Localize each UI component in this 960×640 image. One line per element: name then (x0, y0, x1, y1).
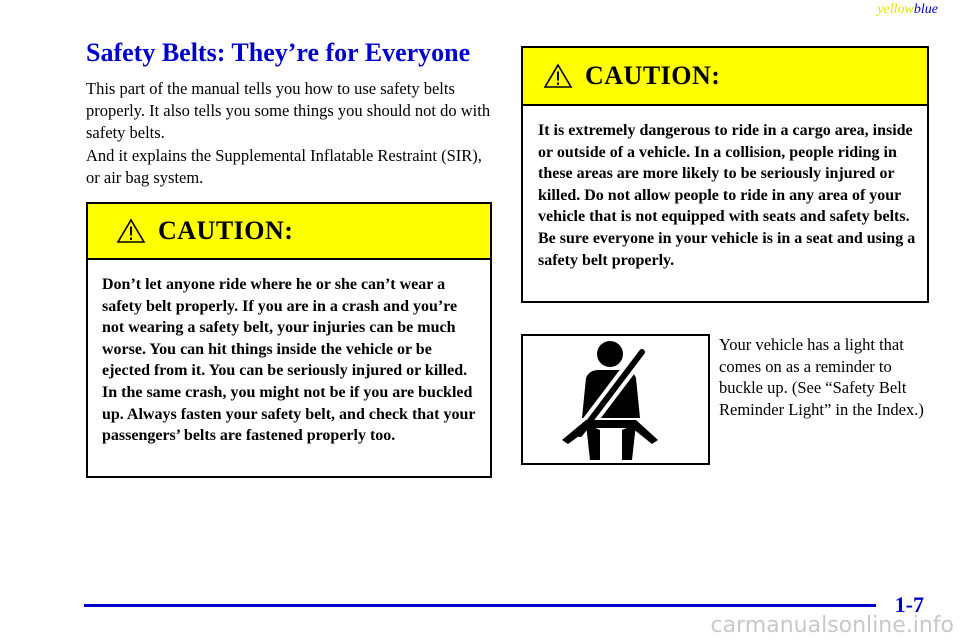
caution-header (523, 48, 927, 106)
seatbelt-reminder-figure (521, 334, 710, 465)
section-title: Safety Belts: They’re for Everyone (86, 38, 471, 67)
sir-paragraph: And it explains the Supplemental Inflatable Restraint (SIR), or air bag system. (86, 146, 482, 187)
reminder-paragraph: Your vehicle has a light that comes on as a reminder to buckle up. (See “Safety Belt Reminder Light” in the Index.) (719, 335, 924, 419)
page-number: 1-7 (894, 592, 924, 617)
color-tag (877, 2, 938, 18)
caution-box-right (521, 46, 929, 303)
warning-triangle-icon (543, 63, 573, 89)
caution-label: CAUTION: (158, 216, 294, 245)
color-tag-yellow: yellow (877, 2, 914, 17)
caution-text: It is extremely dangerous to ride in a cargo area, inside or outside of a vehicle. In a collision, people riding in these areas are more likely to be seriously injured or killed. Do not allow people to ride in any area of your vehicle that is not equipped with seats and safety belts. Be sure everyone in your vehicle is in a seat and using a safety belt properly. (538, 122, 916, 269)
caution-box-left (86, 202, 492, 478)
color-tag-blue: blue (913, 2, 938, 17)
intro-paragraph: This part of the manual tells you how to use safety belts properly. It also tells you some things you should not do with safety belts. (86, 79, 491, 142)
caution-text: Don’t let anyone ride where he or she can’t wear a safety belt properly. If you are in a crash and you’re not wearing a safety belt, your injuries can be much worse. You can hit things inside the vehicle or be ejected from it. You can be seriously injured or killed. In the same crash, you might not be if you are buckled up. Always fasten your safety belt, and check that your passengers’ belts are fastened properly too. (102, 276, 476, 445)
caution-header (88, 204, 490, 260)
warning-triangle-icon (116, 218, 146, 244)
footer-rule (84, 604, 876, 607)
caution-label: CAUTION: (585, 61, 721, 90)
seatbelt-reminder-icon (556, 338, 676, 462)
watermark: carmanualsonline.info (710, 613, 954, 638)
